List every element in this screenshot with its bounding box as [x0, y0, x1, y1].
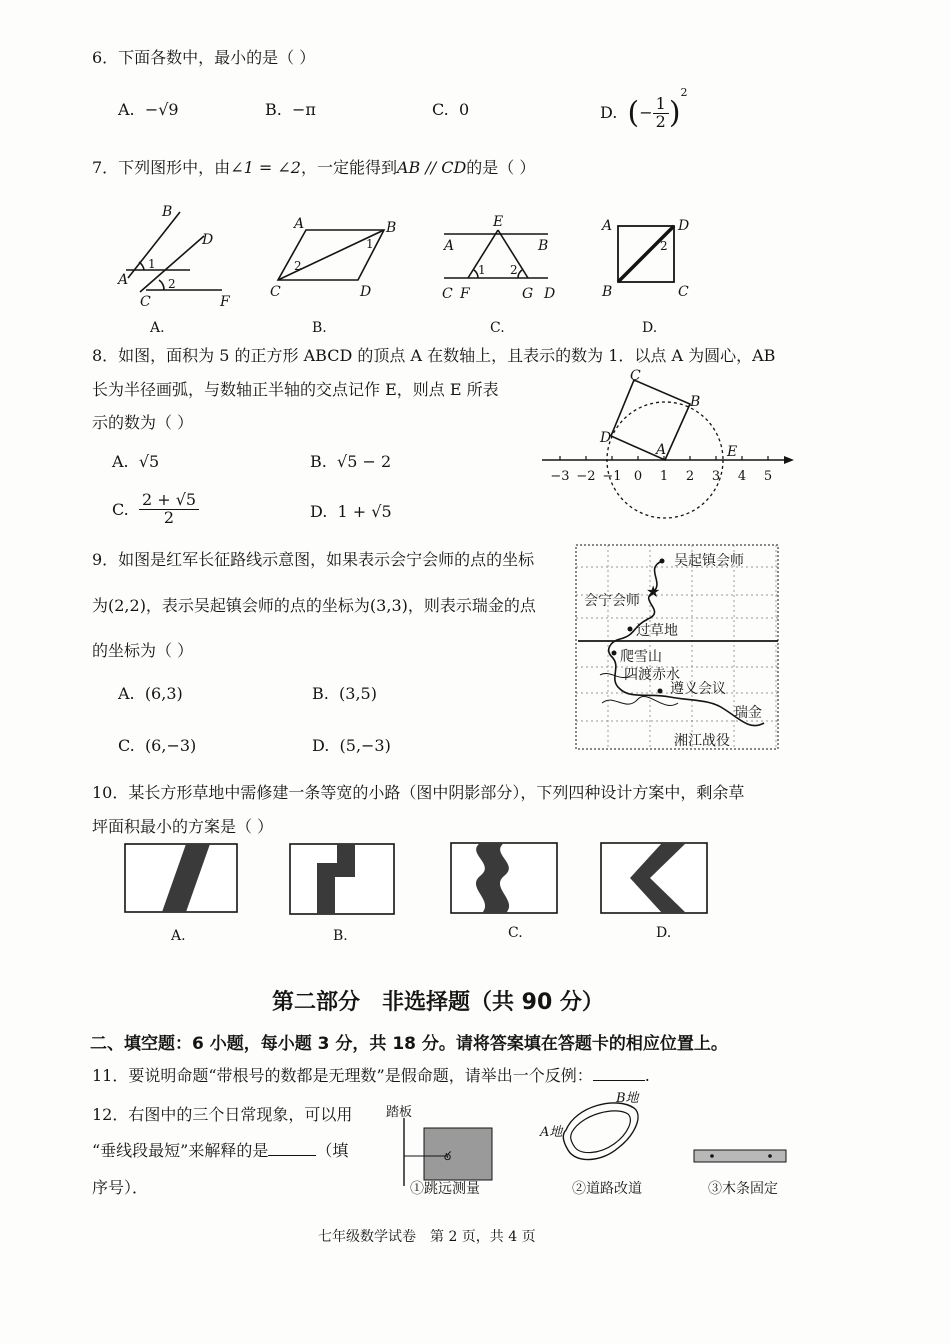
q7-figure-d	[598, 210, 708, 305]
q7-stem	[92, 155, 535, 178]
q7c-angle2-arc	[518, 270, 522, 278]
part2-title: 第二部分 非选择题（共 90 分）	[272, 990, 604, 1015]
q6-d-numerator: 1	[653, 96, 669, 114]
q7d-label-c: C	[678, 284, 689, 300]
page-footer: 七年级数学试卷 第 2 页，共 4 页	[318, 1229, 536, 1245]
q7-caption-b: B.	[312, 320, 327, 336]
q9-line-3: 的坐标为（ ）	[92, 641, 194, 660]
q7b-label-b: B	[386, 220, 397, 236]
q12-figure-road	[536, 1086, 646, 1172]
q12-footprint-icon: ఠ	[444, 1149, 452, 1163]
q8-tick-label: −2	[576, 469, 596, 484]
q12-line-2-pre: “垂线段最短”来解释的是	[92, 1141, 269, 1160]
q12-sand-pit	[424, 1128, 492, 1180]
q6-d-exponent: 2	[680, 86, 688, 99]
q7c-label-f: F	[460, 286, 470, 302]
q8-line-2: 长为半径画弧，与数轴正半轴的交点记作 E，则点 E 所表	[92, 380, 499, 399]
q7d-label-a: A	[602, 218, 613, 234]
q6-option-c	[432, 100, 469, 119]
q7c-label-d: D	[544, 286, 556, 302]
q9-option-d-value: (5,−3)	[339, 736, 391, 755]
q12-label-board: 踏板	[386, 1105, 413, 1120]
q8-tick-label: −3	[550, 469, 570, 484]
q12-caption-2: ②道路改道	[572, 1181, 642, 1197]
q12-line-2-post: （填	[316, 1141, 349, 1160]
q6-option-b	[265, 100, 316, 119]
q8-option-c	[112, 492, 199, 527]
q8-option-d	[310, 502, 392, 521]
q12-caption-1: ①跳远测量	[410, 1181, 480, 1197]
q6-option-d: D. (− $\frac{1}{2}$ )$^2$	[600, 86, 688, 131]
q9-star-icon: ★	[646, 582, 661, 601]
q7-parallel-condition: AB // CD	[396, 158, 467, 177]
q8-square-abcd	[611, 380, 690, 460]
q12-label-a: A地	[540, 1125, 563, 1140]
q12-answer-blank[interactable]	[268, 1154, 316, 1156]
q7-stem-pre: 7．下列图形中，由	[92, 158, 231, 177]
q8-tick-label: 0	[633, 469, 643, 484]
q7c-label-e: E	[493, 214, 504, 230]
q9-option-b	[312, 684, 377, 703]
q7a-label-b: B	[162, 204, 173, 220]
q12-nail-1	[710, 1154, 714, 1158]
q8-option-b-label: B.	[310, 452, 327, 471]
q7b-angle-1: 1	[366, 237, 374, 251]
q7-figure-c	[438, 210, 568, 305]
q8-label-a: A	[656, 442, 667, 458]
q8-option-a	[112, 452, 159, 471]
q7-figure-b	[262, 210, 402, 300]
q7-caption-c: C.	[490, 320, 505, 336]
q8-option-a-label: A.	[112, 452, 129, 471]
q11-stem: 11．要说明命题“带根号的数都是无理数”是假命题，请举出一个反例：	[92, 1066, 593, 1085]
q12-line-2	[92, 1138, 348, 1161]
q7a-angle-1: 1	[148, 257, 156, 271]
q7c-label-a: A	[444, 238, 455, 254]
q9-map-label-ruijin: 瑞金	[734, 705, 762, 721]
q9-map-label-chishui: 四渡赤水	[624, 667, 680, 683]
q7b-label-d: D	[360, 284, 372, 300]
q7-caption-d: D.	[642, 320, 658, 336]
q12-figure-wood	[692, 1146, 788, 1168]
q9-map-label-zunyi: 遵义会议	[670, 681, 726, 697]
q8-label-c: C	[630, 368, 641, 384]
q8-label-e: E	[727, 444, 738, 460]
q7d-label-b: B	[602, 284, 613, 300]
q9-line-2: 为(2,2)，表示吴起镇会师的点的坐标为(3,3)，则表示瑞金的点	[92, 596, 536, 615]
q7a-angle-2: 2	[168, 277, 176, 291]
q9-map-label-xueshan: 爬雪山	[620, 649, 662, 665]
q7a-label-c: C	[140, 294, 151, 310]
q7a-label-a: A	[118, 272, 129, 288]
q8-tick-label: 1	[659, 469, 669, 484]
q8-line-3: 示的数为（ ）	[92, 413, 194, 432]
q9-point-zunyi	[658, 689, 663, 694]
q8-axis-arrow	[784, 456, 794, 464]
q7d-label-d: D	[678, 218, 690, 234]
q9-point-caodi	[628, 627, 633, 632]
q12-nail-2	[768, 1154, 772, 1158]
q8-option-c-label: C.	[112, 499, 129, 519]
q9-option-c	[118, 736, 196, 755]
q7-stem-post: 的是（ ）	[466, 158, 536, 177]
q8-tick-label: 3	[711, 469, 721, 484]
q9-option-a-label: A.	[118, 684, 135, 703]
q10-caption-c: C.	[508, 925, 523, 941]
q10-figure-d	[600, 842, 708, 914]
q7-figure-a	[110, 200, 250, 315]
q9-long-march-map	[574, 543, 782, 753]
q9-option-b-label: B.	[312, 684, 329, 703]
q9-option-b-value: (3,5)	[339, 684, 377, 703]
q9-option-d	[312, 736, 391, 755]
q12-caption-3: ③木条固定	[708, 1181, 778, 1197]
q6-option-b-label: B.	[265, 100, 282, 119]
q11-answer-blank[interactable]	[593, 1079, 645, 1081]
q7c-angle-2: 2	[510, 263, 518, 277]
q8-c-denominator: 2	[163, 507, 175, 527]
q7-angle-condition: ∠1 = ∠2	[230, 158, 301, 177]
q8-option-d-label: D.	[310, 502, 328, 521]
q10-caption-b: B.	[333, 928, 348, 944]
q10-figure-b	[289, 843, 395, 915]
part2-section-heading: 二、填空题：6 小题，每小题 3 分，共 18 分。请将答案填在答题卡的相应位置上。	[90, 1034, 728, 1054]
q7c-label-b: B	[538, 238, 549, 254]
q8-figure	[538, 368, 800, 526]
q7c-label-c: C	[442, 286, 453, 302]
q7c-label-g: G	[522, 286, 534, 302]
q6-option-b-value: −π	[292, 100, 316, 119]
q8-tick-label: 4	[737, 469, 747, 484]
q8-label-d: D	[600, 430, 612, 446]
q10-figure-a	[124, 843, 238, 913]
q12-line-1: 12．右图中的三个日常现象，可以用	[92, 1105, 353, 1124]
q9-map-label-huining: 会宁会师	[584, 593, 640, 609]
q6-option-a-value: −√9	[144, 100, 179, 119]
q8-option-a-value: √5	[138, 452, 160, 471]
q8-c-numerator: 2 + √5	[139, 492, 199, 510]
q7d-diagonal	[618, 226, 674, 282]
q8-line-1: 8．如图，面积为 5 的正方形 ABCD 的顶点 A 在数轴上，且表示的数为 1．以点 A 为圆心，AB	[92, 346, 776, 365]
q10-caption-a: A.	[171, 928, 186, 944]
q9-point-wuqi	[660, 559, 665, 564]
q10-line-2: 坪面积最小的方案是（ ）	[92, 817, 274, 836]
q7a-angle2-arc	[159, 280, 164, 290]
q9-option-a-value: (6,3)	[144, 684, 183, 703]
q7c-angle-1: 1	[478, 263, 486, 277]
q10-figure-c	[450, 842, 558, 914]
q10-line-1: 10．某长方形草地中需修建一条等宽的小路（图中阴影部分），下列四种设计方案中，剩余草	[92, 783, 745, 802]
q6-option-c-label: C.	[432, 100, 449, 119]
q9-option-c-label: C.	[118, 736, 135, 755]
q8-option-b-value: √5 − 2	[337, 452, 392, 471]
q6-d-denominator: 2	[655, 112, 666, 131]
q7d-angle-2: 2	[660, 239, 668, 253]
q11-end: .	[644, 1066, 650, 1085]
q9-line-1: 9．如图是红军长征路线示意图，如果表示会宁会师的点的坐标	[92, 550, 535, 569]
q8-tick-label: 5	[763, 469, 773, 484]
q6-stem: 6．下面各数中，最小的是（ ）	[92, 48, 316, 67]
q9-march-route	[609, 561, 764, 726]
q9-map-label-wuqi: 吴起镇会师	[674, 553, 744, 569]
q9-point-xueshan	[612, 651, 617, 656]
q9-map-label-xiangjiang: 湘江战役	[674, 733, 730, 749]
q8-option-d-value: 1 + √5	[337, 502, 392, 521]
q8-label-b: B	[690, 394, 701, 410]
q8-option-b	[310, 452, 391, 471]
q9-option-d-label: D.	[312, 736, 330, 755]
q9-option-a	[118, 684, 183, 703]
q6-option-d-label: D.	[600, 103, 618, 122]
q6-option-c-value: 0	[458, 100, 470, 119]
q6-option-a-label: A.	[118, 100, 135, 119]
q7b-label-c: C	[270, 284, 281, 300]
q7-caption-a: A.	[150, 320, 165, 336]
q12-label-b: B地	[616, 1091, 639, 1106]
q7a-angle1-arc	[139, 262, 144, 270]
q7-stem-mid: ，一定能得到	[300, 158, 397, 177]
q10-caption-d: D.	[656, 925, 672, 941]
q9-option-c-value: (6,−3)	[144, 736, 197, 755]
q7a-label-d: D	[202, 232, 214, 248]
q9-map-label-caodi: 过草地	[636, 623, 678, 639]
q7b-label-a: A	[294, 216, 305, 232]
q7b-angle-2: 2	[294, 259, 302, 273]
q12-wood-strip	[694, 1150, 786, 1162]
q6-option-a	[118, 100, 179, 119]
q8-tick-label: 2	[685, 469, 695, 484]
q7a-label-f: F	[220, 294, 230, 310]
q12-line-3: 序号）．	[92, 1178, 149, 1197]
q8-tick-label: −1	[602, 469, 622, 484]
q12-road-inner	[571, 1111, 631, 1153]
q11-text	[92, 1063, 650, 1086]
